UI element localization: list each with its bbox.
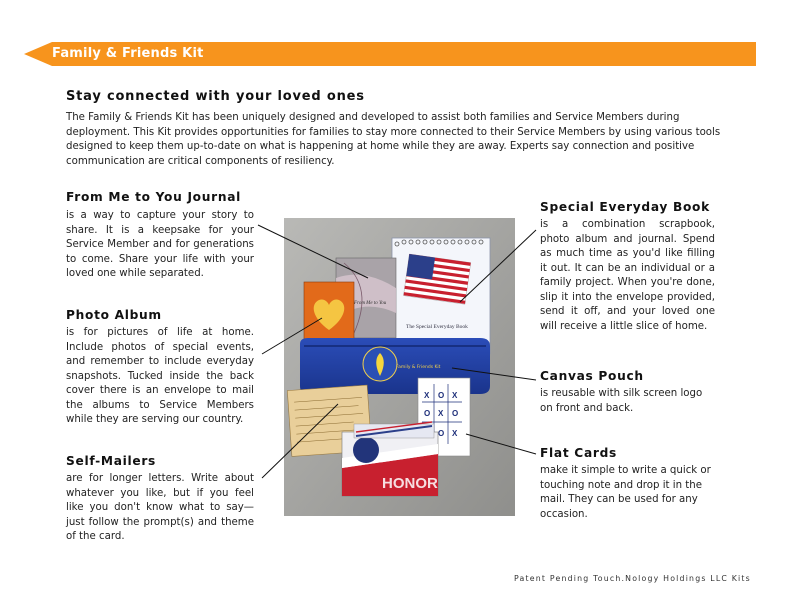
self-mailers-title: Self-Mailers [66, 454, 157, 468]
everyday-book-text: is a combination scrapbook, photo album and journal. Spend as much time as you'd like filling it out. It can be an individual or a family project. When you're done, slip it into the envelope provided, send it off, and your loved one will receive a little slice of home. [540, 219, 715, 332]
journal-title: From Me to You Journal [66, 190, 242, 204]
tic-tac-toe-mark: O [424, 409, 431, 418]
everyday-book-title: Special Everyday Book [540, 200, 710, 214]
tic-tac-toe-mark: X [438, 409, 444, 418]
intro-paragraph: The Family & Friends Kit has been uniquely designed and developed to assist both families and Service Members during deployment. This Kit provides opportunities for families to stay more connected to their Service Members by using various tools designed to keep them up-to-date on what is happening at home while they are away. Experts say connection and positive communication are critical components of resiliency. [66, 112, 721, 167]
tic-tac-toe-mark: O [438, 429, 445, 438]
tic-tac-toe-mark: X [452, 429, 458, 438]
journal-text: is a way to capture your story to share. It is a keepsake for your Service Member and for generations to come. Share your life with your loved one while separated. [66, 210, 254, 279]
banner-title: Family & Friends Kit [52, 46, 204, 61]
flat-cards-text: make it simple to write a quick or touching note and drop it in the mail. They can be used for any occasion. [540, 465, 711, 520]
self-mailers-text: are for longer letters. Write about whatever you like, but if you feel like you don't know what to say—just follow the prompt(s) and theme of the card. [66, 473, 254, 542]
photo-album-title: Photo Album [66, 308, 162, 322]
footer-credit: Patent Pending Touch.Nology Holdings LLC Kits [514, 574, 751, 583]
tic-tac-toe-mark: X [424, 391, 430, 400]
canvas-pouch-text: is reusable with silk screen logo on front and back. [540, 388, 703, 414]
intro-heading: Stay connected with your loved ones [66, 89, 365, 104]
tic-tac-toe-mark: X [452, 391, 458, 400]
honor-card-label: HONOR [382, 475, 438, 492]
photo-album-text: is for pictures of life at home. Include photos of special events, and remember to include everyday snapshots. Tucked inside the back cover there is an envelope to mail the albums to Service Members while they are serving our country. [66, 327, 254, 425]
tic-tac-toe-mark: O [452, 409, 459, 418]
everyday-book-label: The Special Everyday Book [406, 324, 468, 330]
svg-text:Family & Friends Kit: Family & Friends Kit [396, 365, 441, 370]
flat-cards-title: Flat Cards [540, 446, 617, 460]
canvas-pouch-title: Canvas Pouch [540, 369, 644, 383]
tic-tac-toe-mark: O [438, 391, 445, 400]
svg-text:From Me to You: From Me to You [354, 301, 387, 306]
